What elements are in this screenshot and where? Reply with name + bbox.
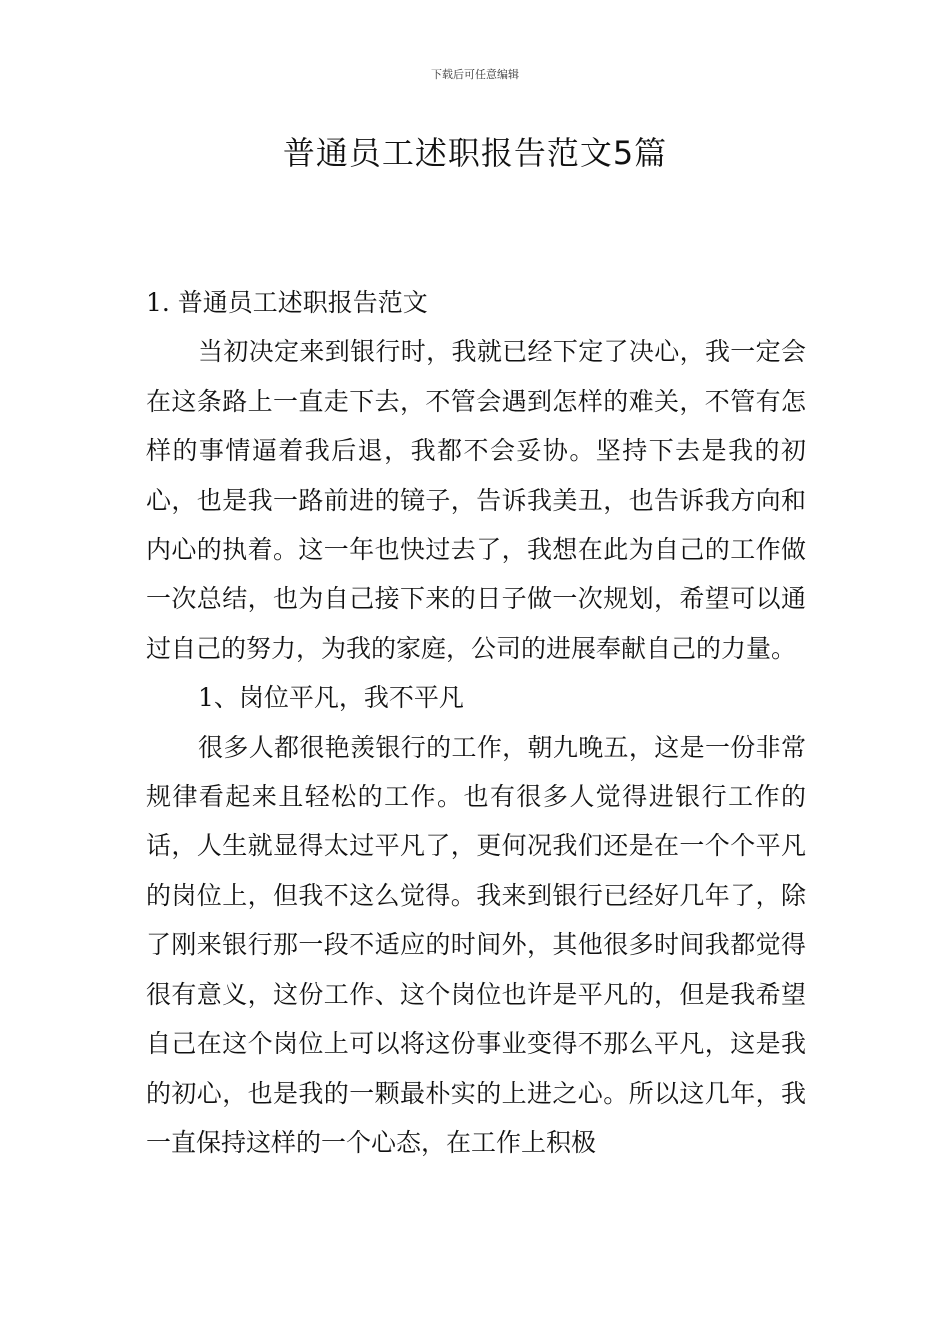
subsection-heading: 1、岗位平凡，我不平凡: [198, 683, 464, 713]
header-note: 下载后可任意编辑: [431, 68, 519, 81]
section-heading: 1. 普通员工述职报告范文: [146, 288, 428, 317]
document-body: [146, 278, 806, 1167]
document-title: 普通员工述职报告范文5篇: [282, 134, 668, 172]
paragraph-body: 很多人都很艳羡银行的工作，朝九晚五，这是一份非常规律看起来且轻松的工作。也有很多人觉得进银行工作的话，人生就显得太过平凡了，更何况我们还是在一个个平凡的岗位上，但我不这么觉得。我来到银行已经好几年了，除了刚来银行那一段不适应的时间外，其他很多时间我都觉得很有意义，这份工作、这个岗位也许是平凡的，但是我希望自己在这个岗位上可以将这份事业变得不那么平凡，这是我的初心，也是我的一颗最朴实的上进之心。所以这几年，我一直保持这样的一个心态，在工作上积极: [146, 732, 806, 1157]
paragraph-intro: 当初决定来到银行时，我就已经下定了决心，我一定会在这条路上一直走下去，不管会遇到怎样的难关，不管有怎样的事情逼着我后退，我都不会妥协。坚持下去是我的初心，也是我一路前进的镜子，告诉我美丑，也告诉我方向和内心的执着。这一年也快过去了，我想在此为自己的工作做一次总结，也为自己接下来的日子做一次规划，希望可以通过自己的努力，为我的家庭，公司的进展奉献自己的力量。: [146, 337, 806, 663]
